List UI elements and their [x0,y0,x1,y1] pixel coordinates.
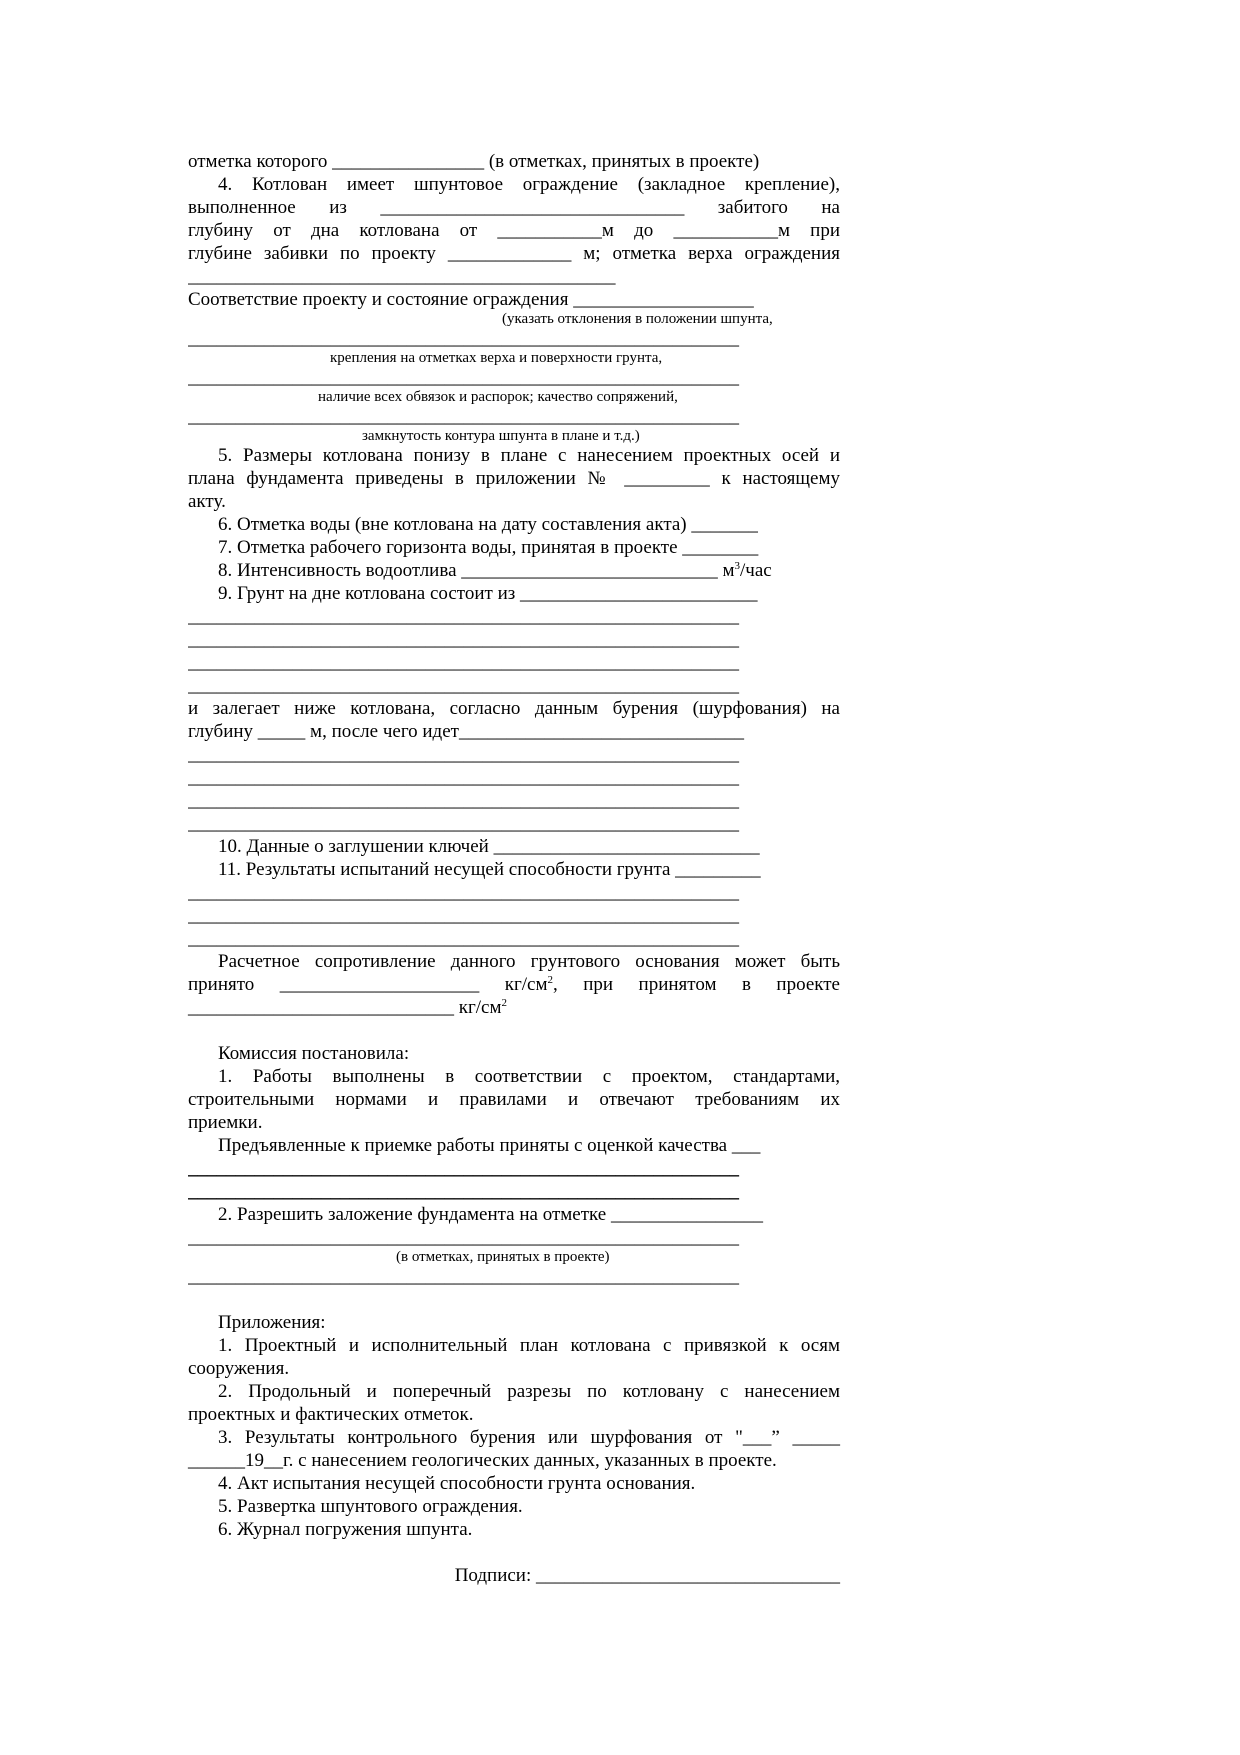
blank-line: __________________________________________________________ [188,629,739,650]
decision-1-line-1: 1. Работы выполнены в соответствии с проектом, стандартами, [218,1066,840,1087]
signatures-line: Подписи: ________________________________ [454,1565,840,1586]
blank-line: __________________________________________________________ [188,813,739,834]
item-8-unit: /час [740,560,772,581]
appendix-1-line-1: 1. Проектный и исполнительный план котлована с привязкой к осям [218,1335,840,1356]
item-4-line-3: глубину от дна котлована от ___________м до ___________м при [188,220,840,241]
superscript: 2 [501,997,508,1009]
item-10: 10. Данные о заглушении ключей ____________________________ [218,836,760,857]
item-11: 11. Результаты испытаний несущей способности грунта _________ [218,859,761,880]
blank-line: __________________________________________________________ [188,1227,739,1248]
item-6: 6. Отметка воды (вне котлована на дату составления акта) _______ [218,514,758,535]
item-5-line-1: 5. Размеры котлована понизу в плане с нанесением проектных осей и [218,445,840,466]
blank-line: __________________________________________________________ [188,882,739,903]
blank-line: __________________________________________________________ [188,744,739,765]
blank-line: __________________________________________________________ [188,1181,739,1202]
decision-heading: Комиссия постановила: [218,1043,410,1064]
item-8-text: 8. Интенсивность водоотлива ___________________________ м [218,560,735,581]
appendix-heading: Приложения: [218,1312,326,1333]
document-page [188,150,840,1587]
blank-line: __________________________________________________________ [188,928,739,949]
blank-line: __________________________________________________________ [188,675,739,696]
appendix-5: 5. Развертка шпунтового ограждения. [218,1496,523,1517]
blank-line: __________________________________________________________ [188,1158,739,1179]
appendix-6: 6. Журнал погружения шпунта. [218,1519,473,1540]
calc-line-2-tail: , при принятом в проекте [553,974,840,995]
appendix-3-line-1: 3. Результаты контрольного бурения или шурфования от "___” _____ [218,1427,840,1448]
decision-1-line-2: строительными нормами и правилами и отвечают требованиям их [188,1089,840,1110]
item-9: 9. Грунт на дне котлована состоит из _________________________ [218,583,758,604]
blank-line: __________________________________________________________ [188,1266,739,1287]
blank-line: __________________________________________________________ [188,367,739,388]
superscript: 2 [547,974,554,986]
appendix-4: 4. Акт испытания несущей способности грунта основания. [218,1473,696,1494]
appendix-2-line-2: проектных и фактических отметок. [188,1404,474,1425]
fence-compliance-line: Соответствие проекту и состояние ограждения ___________________ [188,289,754,310]
item-4-line-4: глубине забивки по проекту _____________ м; отметка верха ограждения [188,243,840,264]
item-7: 7. Отметка рабочего горизонта воды, принятая в проекте ________ [218,537,759,558]
calc-line-2 [188,973,840,996]
item-5-line-2: плана фундамента приведены в приложении № _________ к настоящему [188,468,840,489]
calc-line-1: Расчетное сопротивление данного грунтового основания может быть [218,951,840,972]
soil-line-2: глубину _____ м, после чего идет______________________________ [188,721,744,742]
decision-2: 2. Разрешить заложение фундамента на отметке ________________ [218,1204,763,1225]
appendix-2-line-1: 2. Продольный и поперечный разрезы по котловану с нанесением [218,1381,840,1402]
appendix-1-line-2: сооружения. [188,1358,290,1379]
calc-line-2-text: принято _____________________ кг/см [188,974,548,995]
decision-1-quality: Предъявленные к приемке работы приняты с оценкой качества ___ [218,1135,761,1156]
fence-note-1: (указать отклонения в положении шпунта, [502,311,773,327]
superscript: 3 [734,560,741,572]
soil-line-1: и залегает ниже котлована, согласно данным бурения (шурфования) на [188,698,840,719]
blank-line: __________________________________________________________ [188,328,739,349]
decision-2-note: (в отметках, принятых в проекте) [396,1249,610,1265]
item-5-line-3: акту. [188,491,226,512]
blank-line: __________________________________________________________ [188,652,739,673]
fence-note-2: крепления на отметках верха и поверхности грунта, [330,350,663,366]
item-8 [188,559,840,582]
blank-line: __________________________________________________________ [188,606,739,627]
item-4-line-1: 4. Котлован имеет шпунтовое ограждение (закладное крепление), [218,174,840,195]
decision-1-line-3: приемки. [188,1112,263,1133]
appendix-3-line-2: ______19__г. с нанесением геологических данных, указанных в проекте. [188,1450,777,1471]
blank-line: __________________________________________________________ [188,790,739,811]
text-line: отметка которого ________________ (в отметках, принятых в проекте) [188,151,760,172]
blank-line: __________________________________________________________ [188,767,739,788]
blank-line: _____________________________________________ [188,266,616,287]
fence-note-3: наличие всех обвязок и распорок; качество сопряжений, [318,389,678,405]
calc-line-3 [188,996,840,1019]
fence-note-4: замкнутость контура шпунта в плане и т.д.) [362,428,640,444]
item-4-line-2: выполненное из ________________________________ забитого на [188,197,840,218]
calc-line-3-text: ____________________________ кг/см [188,997,502,1018]
blank-line: __________________________________________________________ [188,406,739,427]
blank-line: __________________________________________________________ [188,905,739,926]
